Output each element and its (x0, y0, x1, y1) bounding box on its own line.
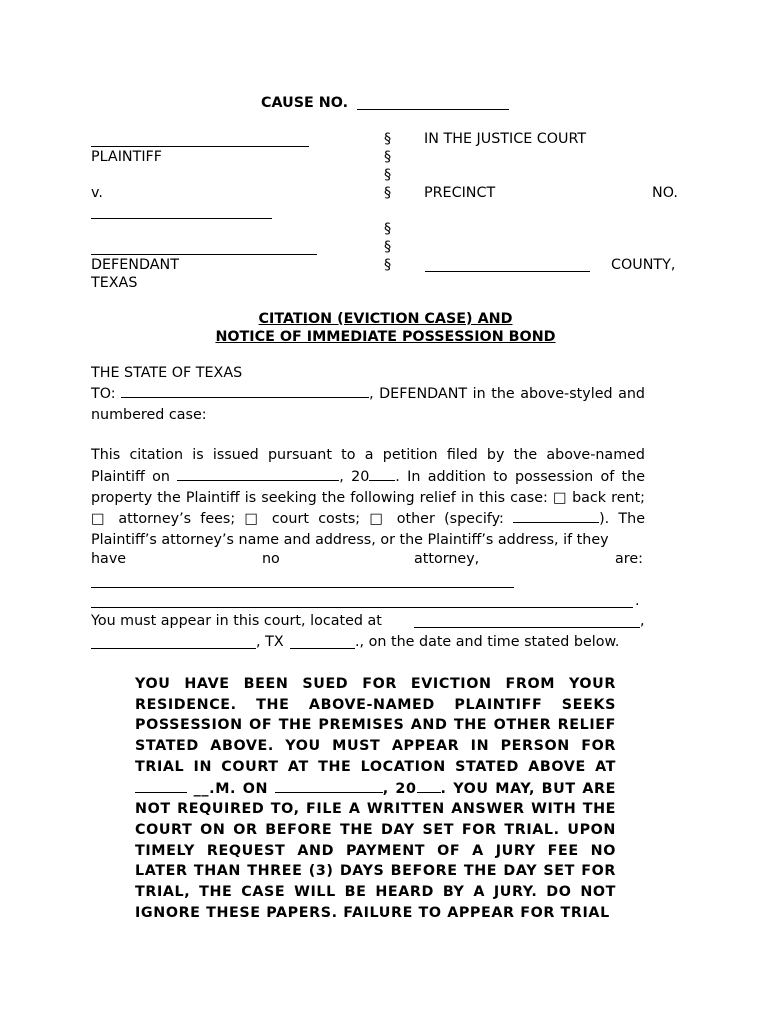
appear-tx: , TX (256, 634, 284, 650)
warning-text: YOU HAVE BEEN SUED FOR EVICTION FROM YOUR RESIDENCE. THE ABOVE-NAMED PLAINTIFF SEEKS POSSESSION OF THE PREMISES AND THE OTHER RELIEF STATED ABOVE. YOU MUST APPEAR IN PERSON FOR TRIAL IN COURT AT THE LOCATION STATED ABOVE AT (135, 676, 616, 775)
justified-word: no (262, 551, 280, 567)
justified-word: have (91, 551, 127, 567)
cause-number-label: CAUSE NO. (261, 95, 349, 111)
attorney-line (91, 549, 645, 569)
section-symbol: § (384, 221, 392, 237)
plaintiff-name-blank[interactable] (91, 146, 309, 147)
versus-label: v. (91, 185, 103, 201)
defendant-blank[interactable] (121, 383, 369, 398)
state-of-texas-heading: THE STATE OF TEXAS (91, 365, 243, 381)
section-symbol: § (384, 185, 392, 201)
cause-number-blank[interactable] (357, 109, 509, 110)
city-blank[interactable] (91, 648, 256, 649)
attorney-period: . (635, 593, 640, 609)
precinct-label: PRECINCT (424, 185, 496, 201)
petition-year-prefix: , 20 (339, 468, 370, 485)
county-label: COUNTY, (611, 257, 676, 273)
section-symbol: § (384, 131, 392, 147)
to-label: TO: (91, 386, 116, 402)
to-suffix: , DEFENDANT in the above-styled and numbered case: (91, 386, 645, 423)
petition-paragraph (91, 445, 645, 551)
relief-text: . In addition to possession of the property the Plaintiff is seeking the following relief in this case: □ back rent; □ attorney’s fees; □ court costs; □ other (specify: (91, 468, 645, 528)
trial-date-blank[interactable] (275, 778, 383, 793)
state-label: TEXAS (91, 275, 138, 291)
section-symbol: § (384, 239, 392, 255)
to-defendant-paragraph (91, 383, 645, 426)
versus-blank[interactable] (91, 218, 272, 219)
appear-text: You must appear in this court, located at (91, 613, 382, 629)
trial-year-blank[interactable] (417, 778, 441, 793)
document-title-line-1: CITATION (EVICTION CASE) AND (258, 311, 513, 327)
trial-time-blank[interactable] (135, 778, 187, 793)
appear-comma: , (640, 613, 645, 629)
document-title-line-2: NOTICE OF IMMEDIATE POSSESSION BOND (215, 329, 556, 345)
court-location-blank[interactable] (414, 627, 640, 628)
section-symbol: § (384, 149, 392, 165)
section-symbol: § (384, 167, 392, 183)
defendant-name-blank[interactable] (91, 254, 317, 255)
petition-year-blank[interactable] (369, 466, 395, 481)
other-relief-blank[interactable] (513, 508, 599, 523)
warning-text: __.M. ON (193, 780, 269, 797)
appear-end: ., on the date and time stated below. (355, 634, 620, 650)
attorney-address-blank-2[interactable] (91, 607, 633, 608)
zip-blank[interactable] (290, 648, 355, 649)
section-symbol: § (384, 257, 392, 273)
warning-text: . YOU MAY, BUT ARE NOT REQUIRED TO, FILE A WRITTEN ANSWER WITH THE COURT ON OR BEFORE THE DAY SET FOR TRIAL. UPON TIMELY REQUEST AND PAYMENT OF A JURY FEE NO LATER THAN THREE (3) DAYS BEFORE THE DAY SET FOR TRIAL, THE CASE WILL BE HEARD BY A JURY. DO NOT IGNORE THESE PAPERS. FAILURE TO APPEAR FOR TRIAL (135, 780, 617, 921)
attorney-text: ). The Plaintiff’s attorney’s name and address, or the Plaintiff’s address, if they (91, 511, 645, 549)
court-name: IN THE JUSTICE COURT (424, 131, 587, 147)
defendant-label: DEFENDANT (91, 257, 179, 273)
county-name-blank[interactable] (425, 271, 590, 272)
justified-word: attorney, (414, 551, 480, 567)
precinct-number-label: NO. (652, 185, 678, 201)
eviction-warning (135, 674, 616, 923)
petition-date-blank[interactable] (177, 466, 339, 481)
petition-text: This citation is issued pursuant to a petition filed by the above-named Plaintiff on (91, 447, 645, 485)
attorney-address-blank-1[interactable] (91, 587, 514, 588)
warning-text: , 20 (382, 780, 417, 797)
plaintiff-label: PLAINTIFF (91, 149, 163, 165)
justified-word: are: (615, 551, 643, 567)
